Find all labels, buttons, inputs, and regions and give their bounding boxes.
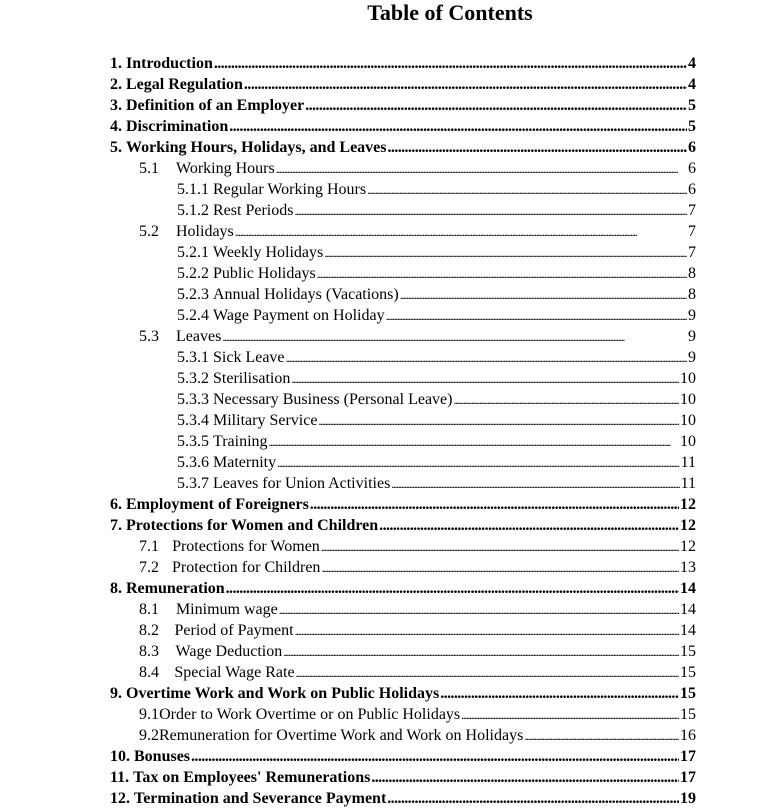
toc-entry-title: Bonuses	[134, 748, 191, 765]
toc-entry-title: Weekly Holidays	[213, 244, 324, 261]
toc-entry-page-number: 10	[680, 391, 696, 408]
toc-entry-page-number: 10	[680, 370, 696, 387]
toc-entry[interactable]	[139, 662, 696, 683]
toc-entry-title: Sterilisation	[213, 370, 291, 387]
toc-entry-number: 6.	[110, 496, 126, 513]
dot-leader	[279, 599, 679, 621]
toc-entry[interactable]	[139, 620, 696, 641]
toc-entry[interactable]	[110, 578, 696, 599]
toc-entry-page-number: 17	[680, 769, 696, 786]
toc-entry-page-number: 13	[680, 559, 696, 576]
toc-entry-title: Termination and Severance Payment	[134, 790, 387, 807]
toc-entry[interactable]	[139, 536, 696, 557]
toc-entry[interactable]	[177, 347, 696, 368]
toc-entry-title: Training	[213, 433, 268, 450]
toc-entry-page-number: 14	[680, 622, 696, 639]
toc-entry-number: 5.1.2	[177, 202, 209, 219]
toc-entry-number: 5.3.7	[177, 475, 209, 492]
toc-entry-number: 8.2	[139, 622, 159, 639]
dot-leader	[296, 662, 679, 684]
toc-entry[interactable]	[110, 767, 696, 788]
toc-entry-title: Definition of an Employer	[126, 97, 305, 114]
dot-leader	[226, 578, 679, 599]
toc-entry-number: 9.1	[139, 706, 159, 723]
dot-leader	[440, 683, 679, 704]
toc-entry-page-number: 4	[688, 55, 696, 72]
toc-entry-page-number: 8	[688, 286, 696, 303]
toc-entry-number: 3.	[110, 97, 126, 114]
toc-entry-number: 10.	[110, 748, 134, 765]
dot-leader	[391, 473, 679, 495]
toc-entry[interactable]	[139, 725, 696, 746]
toc-entry[interactable]	[139, 704, 696, 725]
dot-leader	[295, 620, 679, 642]
toc-entry-page-number: 9	[688, 349, 696, 366]
toc-entry[interactable]	[110, 116, 696, 137]
toc-entry-title: Tax on Employees' Remunerations	[133, 769, 371, 786]
toc-entry-number: 8.4	[139, 664, 159, 681]
dot-leader	[321, 557, 679, 579]
toc-entry[interactable]	[177, 263, 696, 284]
toc-entry-page-number: 15	[680, 643, 696, 660]
toc-entry[interactable]	[177, 389, 696, 410]
toc-entry-title: Legal Regulation	[126, 76, 243, 93]
dot-leader	[524, 725, 679, 747]
toc-entry-number: 5.2.2	[177, 265, 209, 282]
toc-entry-page-number: 7	[688, 244, 696, 261]
toc-entry-title: Remuneration for Overtime Work and Work on Holidays	[159, 727, 524, 744]
toc-entry[interactable]	[177, 284, 696, 305]
toc-entry-page-number: 15	[680, 664, 696, 681]
toc-entry-page-number: 12	[680, 517, 696, 534]
toc-entry-page-number: 6	[688, 160, 696, 177]
toc-entry-title: Remuneration	[126, 580, 225, 597]
dot-leader	[317, 263, 687, 285]
toc-entry-number: 5.3.4	[177, 412, 209, 429]
toc-entry-page-number: 6	[688, 139, 696, 156]
toc-entry-page-number: 4	[688, 76, 696, 93]
toc-entry-number: 5.3.1	[177, 349, 209, 366]
toc-entry[interactable]	[177, 410, 696, 431]
toc-entry[interactable]	[110, 746, 696, 767]
dot-leader	[222, 326, 687, 348]
toc-entry-title: Minimum wage	[175, 601, 278, 618]
toc-entry-page-number: 15	[680, 706, 696, 723]
toc-entry[interactable]	[177, 179, 696, 200]
toc-entry-number: 12.	[110, 790, 134, 807]
toc-entry-page-number: 9	[688, 328, 696, 345]
toc-entry-number: 5.1	[139, 160, 159, 177]
toc-entry-page-number: 12	[680, 496, 696, 513]
toc-entry[interactable]	[139, 221, 696, 242]
toc-entry-page-number: 9	[688, 307, 696, 324]
toc-entry-title: Wage Deduction	[175, 643, 283, 660]
toc-entry[interactable]	[110, 95, 696, 116]
toc-entry-page-number: 19	[680, 790, 696, 807]
dot-leader	[453, 389, 679, 411]
dot-leader	[286, 347, 687, 369]
dot-leader	[388, 137, 688, 158]
toc-entry[interactable]	[110, 137, 696, 158]
toc-entry-page-number: 11	[680, 454, 696, 471]
toc-entry[interactable]	[110, 494, 696, 515]
toc-entry-title: Rest Periods	[213, 202, 294, 219]
toc-entry-title: Working Hours	[176, 160, 275, 177]
toc-entry-number: 5.2.1	[177, 244, 209, 261]
dot-leader	[321, 536, 679, 558]
toc-entry-number: 5.3.6	[177, 454, 209, 471]
toc-entry-page-number: 5	[688, 118, 696, 135]
toc-entry-number: 8.3	[139, 643, 159, 660]
toc-entry-title: Protections for Women	[172, 538, 320, 555]
toc-entry-title: Sick Leave	[213, 349, 285, 366]
toc-entry-number: 7.2	[139, 559, 159, 576]
dot-leader	[276, 158, 687, 180]
toc-entry[interactable]	[139, 326, 696, 347]
toc-entry-title: Holidays	[176, 223, 234, 240]
toc-entry-title: Maternity	[213, 454, 277, 471]
toc-entry[interactable]	[177, 368, 696, 389]
toc-entry-page-number: 5	[688, 97, 696, 114]
toc-entry-number: 5.3.5	[177, 433, 209, 450]
toc-entry[interactable]	[177, 305, 696, 326]
toc-entry[interactable]	[110, 515, 696, 536]
toc-entry-number: 8.1	[139, 601, 159, 618]
toc-entry[interactable]	[177, 473, 696, 494]
toc-entry-title: Special Wage Rate	[174, 664, 295, 681]
toc-entry-title: Protections for Women and Children	[126, 517, 379, 534]
toc-entry-number: 5.2.4	[177, 307, 209, 324]
dot-leader	[214, 53, 687, 74]
toc-entry-page-number: 8	[688, 265, 696, 282]
toc-entry-page-number: 14	[680, 601, 696, 618]
toc-entry-page-number: 14	[680, 580, 696, 597]
toc-entry-number: 5.2.3	[177, 286, 209, 303]
dot-leader	[461, 704, 679, 726]
toc-entry[interactable]	[110, 53, 696, 74]
dot-leader	[305, 95, 687, 116]
toc-entry[interactable]	[110, 74, 696, 95]
toc-entry-title: Working Hours, Holidays, and Leaves	[126, 139, 387, 156]
toc-entry[interactable]	[177, 452, 696, 473]
toc-entry-number: 11.	[110, 769, 134, 786]
toc-entry-page-number: 10	[680, 433, 696, 450]
toc-entry-title: Military Service	[213, 412, 318, 429]
toc-entry-page-number: 15	[680, 685, 696, 702]
toc-entry-number: 5.1.1	[177, 181, 209, 198]
dot-leader	[244, 74, 687, 95]
toc-entry[interactable]	[139, 599, 696, 620]
dot-leader	[294, 200, 687, 222]
toc-entry-number: 9.2	[139, 727, 159, 744]
toc-entry-title: Period of Payment	[174, 622, 294, 639]
toc-entry-number: 5.3	[139, 328, 159, 345]
dot-leader	[386, 305, 687, 327]
toc-entry[interactable]	[177, 200, 696, 221]
toc-entry-title: Order to Work Overtime or on Public Holidays	[159, 706, 461, 723]
toc-entry-title: Regular Working Hours	[213, 181, 367, 198]
toc-entry[interactable]	[177, 242, 696, 263]
dot-leader	[318, 410, 679, 432]
toc-entry-number: 7.1	[139, 538, 159, 555]
toc-entry-title: Discrimination	[126, 118, 229, 135]
toc-entry-number: 8.	[110, 580, 126, 597]
toc-entry-page-number: 7	[688, 223, 696, 240]
dot-leader	[235, 221, 687, 243]
dot-leader	[324, 242, 687, 264]
toc-entry-page-number: 16	[680, 727, 696, 744]
toc-entry-number: 5.2	[139, 223, 159, 240]
toc-entry-title: Introduction	[126, 55, 213, 72]
toc-entry-title: Necessary Business (Personal Leave)	[213, 391, 453, 408]
toc-entry-number: 7.	[110, 517, 126, 534]
toc-entry-number: 5.3.2	[177, 370, 209, 387]
toc-entry-number: 4.	[110, 118, 126, 135]
dot-leader	[191, 746, 679, 767]
toc-entry[interactable]	[177, 431, 696, 452]
toc-entry-number: 9.	[110, 685, 126, 702]
toc-entry-page-number: 11	[680, 475, 696, 492]
toc-entry-number: 5.	[110, 139, 126, 156]
toc-entry-page-number: 10	[680, 412, 696, 429]
dot-leader	[367, 179, 687, 201]
toc-entry-title: Employment of Foreigners	[126, 496, 309, 513]
toc-entry-title: Protection for Children	[172, 559, 321, 576]
toc-entry[interactable]	[139, 641, 696, 662]
toc-entry-title: Overtime Work and Work on Public Holidays	[126, 685, 440, 702]
dot-leader	[310, 494, 679, 515]
dot-leader	[379, 515, 679, 536]
toc-entry[interactable]	[139, 158, 696, 179]
toc-entry-number: 2.	[110, 76, 126, 93]
dot-leader	[269, 431, 679, 453]
dot-leader	[283, 641, 679, 663]
toc-entry-title: Leaves	[176, 328, 222, 345]
dot-leader	[371, 767, 679, 788]
toc-entry[interactable]	[110, 683, 696, 704]
toc-entry[interactable]	[139, 557, 696, 578]
dot-leader	[277, 452, 680, 474]
toc-entry-page-number: 17	[680, 748, 696, 765]
toc-entry-title: Leaves for Union Activities	[213, 475, 391, 492]
dot-leader	[291, 368, 679, 390]
toc-entry-page-number: 6	[688, 181, 696, 198]
toc-entry-title: Annual Holidays (Vacations)	[213, 286, 399, 303]
toc-entry-title: Public Holidays	[213, 265, 316, 282]
toc-entry-page-number: 12	[680, 538, 696, 555]
toc-entry-title: Wage Payment on Holiday	[213, 307, 385, 324]
page-title: Table of Contents	[367, 0, 533, 25]
dot-leader	[229, 116, 687, 137]
toc-entry-page-number: 7	[688, 202, 696, 219]
toc-entry-number: 1.	[110, 55, 126, 72]
dot-leader	[400, 284, 687, 306]
toc-entry-number: 5.3.3	[177, 391, 209, 408]
